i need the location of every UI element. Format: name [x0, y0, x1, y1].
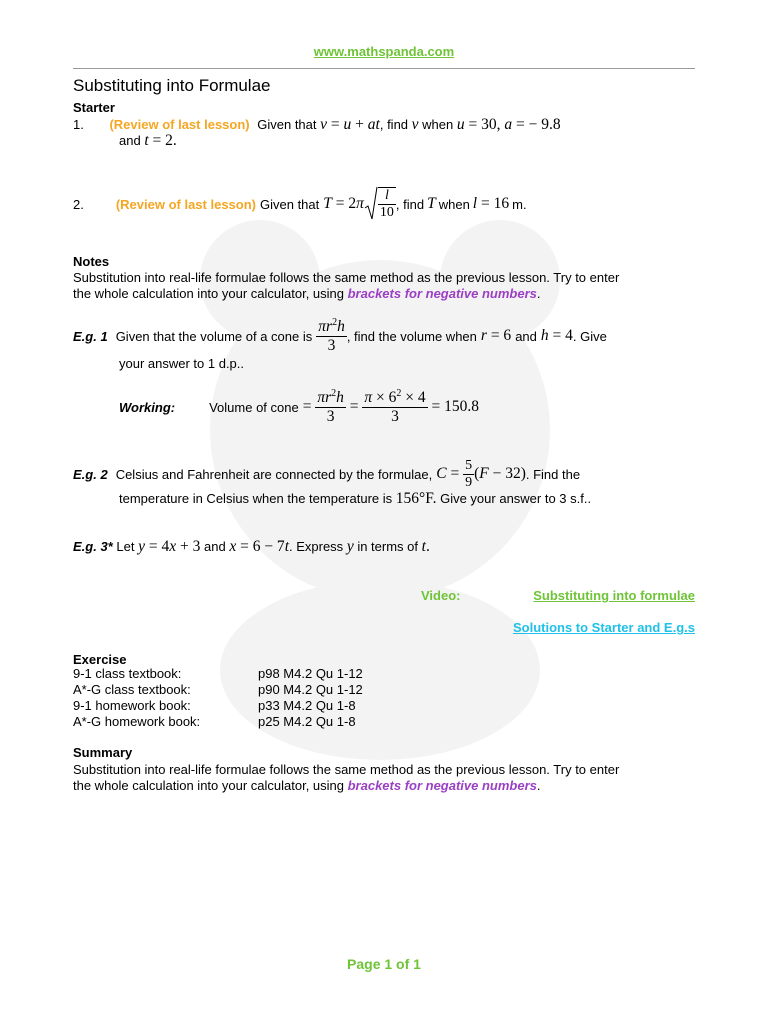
- working-text: Volume of cone: [209, 399, 299, 415]
- solutions-link[interactable]: Solutions to Starter and E.g.s: [512, 620, 695, 635]
- eg2-text-b: . Find the: [525, 466, 581, 482]
- eg1-text-a: Given that the volume of a cone is: [115, 328, 313, 344]
- eg2-formula: C = $\frac{5}{9}$ ( F − 32): [436, 457, 526, 490]
- page-title: Substituting into Formulae: [73, 76, 271, 95]
- eg2-line2-b: Give your answer to 3 s.f..: [440, 491, 592, 506]
- q2-number: 2.: [73, 196, 84, 212]
- eg1-text-d: . Give: [572, 328, 607, 344]
- working-equation: = $\frac{\pi r^2h}{3}$ = $\frac{\pi \times 6^2 \times 4}{3}$ = 150.8: [302, 387, 480, 426]
- q2-text-b: , find: [395, 196, 425, 212]
- summary-line-2: [73, 778, 541, 793]
- q2-var-T: T: [427, 195, 436, 212]
- q1-values: u = 30, a = − 9.8: [456, 116, 561, 133]
- exercise-book: 9-1 homework book:: [73, 698, 191, 713]
- q1-text-a: Given that: [257, 117, 317, 132]
- starter-question-1-line2: [119, 132, 177, 150]
- exercise-ref: p98 M4.2 Qu 1-12: [258, 666, 363, 681]
- q1-text-c: when: [422, 117, 454, 132]
- eg3-text-c: . Express: [289, 539, 344, 554]
- eg2-line-2: [119, 490, 591, 508]
- exercise-book: 9-1 class textbook:: [73, 666, 182, 681]
- notes-line-2: [73, 286, 541, 301]
- eg1-label: E.g. 1: [73, 328, 108, 344]
- q2-review-tag: (Review of last lesson): [115, 196, 256, 212]
- eg1-text-c: and: [515, 328, 537, 344]
- exercise-row: [73, 682, 473, 698]
- exercise-ref: p25 M4.2 Qu 1-8: [258, 714, 356, 729]
- q2-values: l = 16: [472, 195, 510, 212]
- summary-line-2-post: .: [536, 778, 541, 793]
- eg3-var-y: y: [346, 538, 354, 555]
- eg2-temperature: 156°F.: [395, 490, 437, 507]
- q1-t-value: t = 2.: [144, 132, 177, 149]
- exercise-heading: Exercise: [73, 652, 127, 667]
- site-url-link[interactable]: www.mathspanda.com: [313, 44, 455, 59]
- eg1-working: [119, 386, 479, 428]
- notes-line-2-post: .: [536, 286, 541, 301]
- video-link[interactable]: Substituting into formulae: [533, 588, 695, 603]
- eg3-var-t: t.: [421, 538, 430, 555]
- eg2-line2-a: temperature in Celsius when the temperature is: [119, 491, 393, 506]
- exercise-book: A*-G homework book:: [73, 714, 201, 729]
- exercise-ref: p90 M4.2 Qu 1-12: [258, 682, 363, 697]
- notes-line-2-pre: the whole calculation into your calculator, using: [73, 286, 348, 301]
- q1-number: 1.: [73, 117, 84, 132]
- starter-heading: Starter: [73, 100, 115, 115]
- q2-text-c: when: [438, 196, 470, 212]
- exercise-row: [73, 666, 473, 682]
- eg3-text-b: and: [203, 539, 226, 554]
- eg1-line-2: your answer to 1 d.p..: [119, 356, 245, 371]
- video-label: Video:: [421, 588, 461, 603]
- header-divider: [73, 68, 695, 69]
- q2-formula: T = 2 π $\frac{l}{10}$: [323, 188, 394, 220]
- example-2: [73, 454, 580, 494]
- q1-text-b: , find: [379, 117, 409, 132]
- exercise-row: [73, 698, 473, 714]
- q2-text-a: Given that: [260, 196, 320, 212]
- q1-var-v: v: [411, 116, 419, 133]
- exercise-table: [73, 666, 473, 730]
- q2-unit: m.: [512, 196, 527, 212]
- exercise-book: A*-G class textbook:: [73, 682, 191, 697]
- summary-line-2-pre: the whole calculation into your calculator, using: [73, 778, 348, 793]
- q1-formula: v = u + at: [320, 116, 380, 133]
- eg3-text-d: in terms of: [357, 539, 419, 554]
- eg2-label: E.g. 2: [73, 466, 108, 482]
- notes-line-1: Substitution into real-life formulae follows the same method as the previous lesson. Try to enter: [73, 270, 620, 285]
- eg3-eq-2: x = 6 − 7t: [229, 538, 289, 555]
- example-3: [73, 538, 430, 556]
- sqrt-sign-icon: [364, 186, 378, 222]
- notes-emphasis: brackets for negative numbers: [347, 286, 537, 301]
- eg2-text-a: Celsius and Fahrenheit are connected by the formulae,: [115, 466, 433, 482]
- summary-emphasis: brackets for negative numbers: [347, 778, 537, 793]
- summary-line-1: Substitution into real-life formulae follows the same method as the previous lesson. Try to enter: [73, 762, 620, 777]
- eg1-cone-formula: $\frac{\pi r^2h}{3}$: [318, 316, 345, 355]
- eg1-r-value: r = 6: [480, 327, 512, 344]
- eg3-eq-1: y = 4x + 3: [138, 538, 201, 555]
- working-label: Working:: [119, 399, 176, 415]
- exercise-ref: p33 M4.2 Qu 1-8: [258, 698, 356, 713]
- eg3-label: E.g. 3*: [73, 539, 113, 554]
- summary-heading: Summary: [73, 745, 133, 760]
- q1-review-tag: (Review of last lesson): [109, 117, 250, 132]
- page-number: Page 1 of 1: [347, 956, 421, 972]
- eg1-h-value: h = 4: [540, 327, 573, 344]
- exercise-row: [73, 714, 473, 730]
- example-1: [73, 316, 607, 356]
- working-result: 150.8: [444, 398, 480, 415]
- eg1-text-b: , find the volume when: [346, 328, 477, 344]
- q1-text-d: and: [119, 133, 141, 148]
- notes-heading: Notes: [73, 254, 110, 269]
- eg3-text-a: Let: [116, 539, 135, 554]
- starter-question-2: [73, 186, 527, 222]
